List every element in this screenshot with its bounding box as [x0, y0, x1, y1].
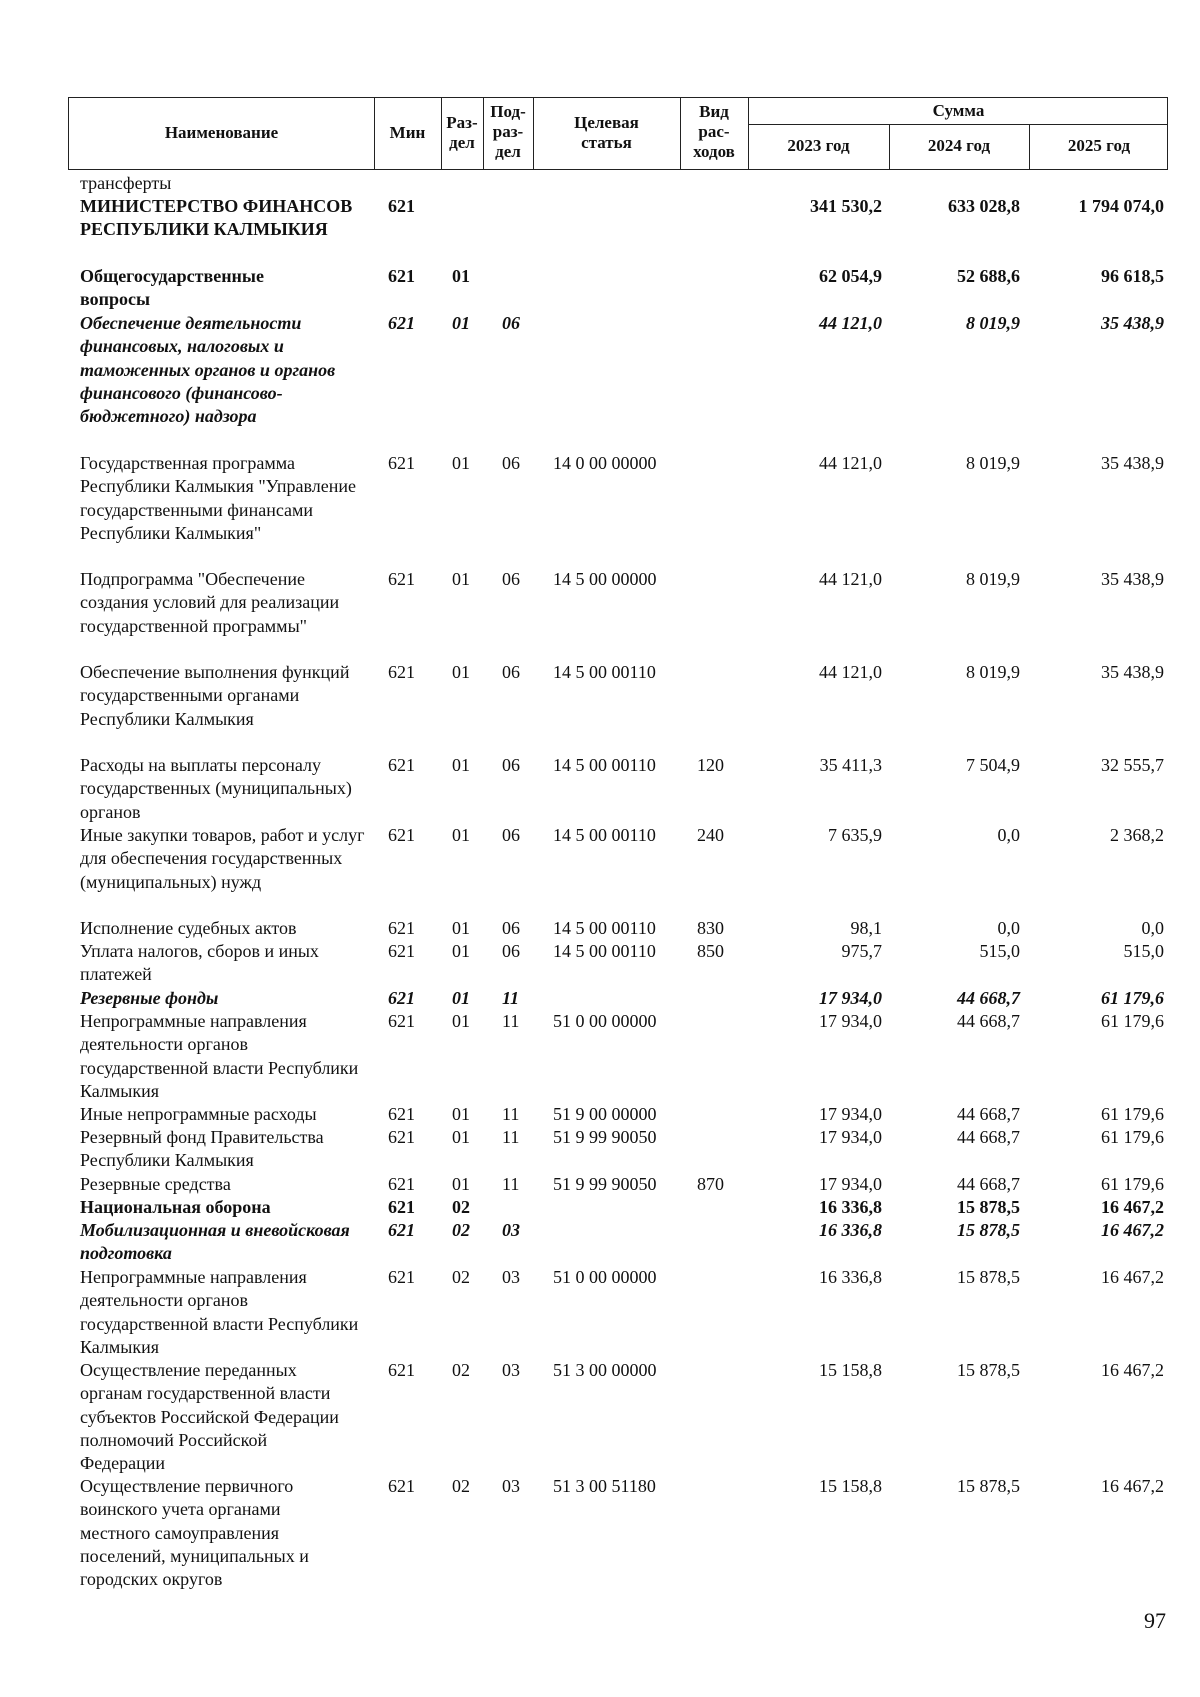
row-min: 621	[388, 755, 415, 775]
row-podrazdel: 06	[502, 662, 520, 682]
row-2025: 35 438,9	[1101, 569, 1164, 589]
row-name: Резервные средства	[80, 1174, 231, 1194]
row-min: 621	[388, 1267, 415, 1287]
row-2024: 44 668,7	[957, 988, 1020, 1008]
row-podrazdel: 06	[502, 941, 520, 961]
row-min: 621	[388, 1220, 415, 1240]
row-2024: 15 878,5	[957, 1197, 1020, 1217]
row-podrazdel: 03	[502, 1360, 520, 1380]
row-min: 621	[388, 1127, 415, 1147]
row-name: Иные непрограммные расходы	[80, 1104, 317, 1124]
row-podrazdel: 06	[502, 755, 520, 775]
row-celevaya: 51 0 00 00000	[553, 1267, 657, 1287]
row-2025: 0,0	[1141, 918, 1164, 938]
row-2025: 16 467,2	[1101, 1197, 1164, 1217]
row-name: Расходы на выплаты персоналу государственных (муниципальных) органов	[80, 755, 352, 822]
row-podrazdel: 03	[502, 1267, 520, 1287]
header-razdel: Раз- дел	[446, 113, 478, 152]
row-min: 621	[388, 918, 415, 938]
row-razdel: 01	[452, 266, 470, 286]
row-podrazdel: 06	[502, 569, 520, 589]
summa-divider	[748, 124, 1167, 125]
header-name: Наименование	[164, 123, 279, 142]
row-min: 621	[388, 825, 415, 845]
row-2024: 0,0	[997, 918, 1020, 938]
row-2025: 16 467,2	[1101, 1360, 1164, 1380]
row-celevaya: 51 9 00 00000	[553, 1104, 657, 1124]
row-min: 621	[388, 662, 415, 682]
row-razdel: 01	[452, 453, 470, 473]
row-2023: 17 934,0	[819, 1127, 882, 1147]
row-2024: 8 019,9	[966, 313, 1020, 333]
row-podrazdel: 06	[502, 825, 520, 845]
header-min: Мин	[389, 123, 426, 142]
header-podrazdel: Под- раз- дел	[490, 102, 526, 161]
row-min: 621	[388, 1174, 415, 1194]
row-2024: 44 668,7	[957, 1127, 1020, 1147]
row-vid: 120	[697, 755, 724, 775]
page-number: 97	[1144, 1608, 1166, 1633]
row-min: 621	[388, 1011, 415, 1031]
row-name: Обеспечение деятельности финансовых, налоговых и таможенных органов и органов финансового (финансово-бюджетного) надзора	[80, 313, 336, 427]
row-razdel: 01	[452, 755, 470, 775]
row-name: Государственная программа Республики Калмыкия "Управление государственными финансами Республики Калмыкия"	[80, 453, 356, 543]
row-celevaya: 14 5 00 00110	[553, 825, 656, 845]
row-podrazdel: 06	[502, 313, 520, 333]
row-name: Иные закупки товаров, работ и услуг для обеспечения государственных (муниципальных) нужд	[80, 825, 365, 892]
row-podrazdel: 11	[502, 988, 520, 1008]
row-2023: 16 336,8	[819, 1197, 882, 1217]
row-2023: 7 635,9	[828, 825, 882, 845]
row-razdel: 01	[452, 1127, 470, 1147]
row-podrazdel: 11	[502, 1174, 520, 1194]
row-min: 621	[388, 266, 415, 286]
row-razdel: 02	[452, 1220, 470, 1240]
table-header	[68, 97, 1168, 170]
row-2024: 15 878,5	[957, 1476, 1020, 1496]
row-razdel: 01	[452, 988, 470, 1008]
row-2024: 15 878,5	[957, 1360, 1020, 1380]
header-summa: Сумма	[932, 101, 985, 120]
header-2025: 2025 год	[1067, 136, 1131, 155]
row-2025: 35 438,9	[1101, 453, 1164, 473]
row-celevaya: 14 5 00 00110	[553, 755, 656, 775]
row-razdel: 02	[452, 1197, 470, 1217]
row-2023: 44 121,0	[819, 569, 882, 589]
row-razdel: 01	[452, 1011, 470, 1031]
row-2023: 44 121,0	[819, 313, 882, 333]
row-name: Подпрограмма "Обеспечение создания условий для реализации государственной программы"	[80, 569, 340, 636]
row-podrazdel: 11	[502, 1104, 520, 1124]
row-name: Резервные фонды	[80, 988, 219, 1008]
row-celevaya: 14 0 00 00000	[553, 453, 657, 473]
row-name: трансферты	[80, 173, 172, 193]
row-min: 621	[388, 453, 415, 473]
row-min: 621	[388, 941, 415, 961]
row-2023: 341 530,2	[810, 196, 882, 216]
row-name: Уплата налогов, сборов и иных платежей	[80, 941, 319, 985]
row-2024: 8 019,9	[966, 453, 1020, 473]
row-min: 621	[388, 1476, 415, 1496]
row-min: 621	[388, 1197, 415, 1217]
row-2025: 61 179,6	[1101, 1174, 1164, 1194]
row-vid: 850	[697, 941, 724, 961]
row-2024: 15 878,5	[957, 1267, 1020, 1287]
row-2023: 62 054,9	[819, 266, 882, 286]
row-razdel: 01	[452, 1104, 470, 1124]
row-2025: 515,0	[1123, 941, 1164, 961]
row-razdel: 02	[452, 1360, 470, 1380]
row-name: Непрограммные направления деятельности органов государственной власти Республики Калмыкия	[80, 1011, 359, 1101]
row-2025: 61 179,6	[1101, 988, 1164, 1008]
row-2025: 96 618,5	[1101, 266, 1164, 286]
row-name: Резервный фонд Правительства Республики Калмыкия	[80, 1127, 324, 1171]
row-celevaya: 14 5 00 00110	[553, 941, 656, 961]
row-2024: 7 504,9	[966, 755, 1020, 775]
row-name: Осуществление переданных органам государственной власти субъектов Российской Федерации полномочий Российской Федерации	[80, 1360, 339, 1474]
row-2023: 98,1	[850, 918, 882, 938]
row-name: Общегосударственные вопросы	[80, 266, 264, 310]
row-vid: 830	[697, 918, 724, 938]
row-podrazdel: 11	[502, 1127, 520, 1147]
row-2024: 515,0	[979, 941, 1020, 961]
row-2025: 32 555,7	[1101, 755, 1164, 775]
row-2023: 35 411,3	[819, 755, 882, 775]
row-razdel: 02	[452, 1267, 470, 1287]
row-podrazdel: 03	[502, 1220, 520, 1240]
row-2024: 52 688,6	[957, 266, 1020, 286]
row-razdel: 01	[452, 941, 470, 961]
row-2024: 8 019,9	[966, 662, 1020, 682]
row-vid: 240	[697, 825, 724, 845]
row-2023: 15 158,8	[819, 1476, 882, 1496]
row-2023: 44 121,0	[819, 453, 882, 473]
row-podrazdel: 06	[502, 918, 520, 938]
row-min: 621	[388, 569, 415, 589]
row-celevaya: 51 9 99 90050	[553, 1127, 657, 1147]
header-vid: Вид рас- ходов	[693, 102, 735, 161]
row-razdel: 02	[452, 1476, 470, 1496]
row-name: Национальная оборона	[80, 1197, 271, 1217]
row-2023: 17 934,0	[819, 1011, 882, 1031]
row-name: Непрограммные направления деятельности органов государственной власти Республики Калмыкия	[80, 1267, 359, 1357]
row-min: 621	[388, 1360, 415, 1380]
row-celevaya: 14 5 00 00110	[553, 662, 656, 682]
row-2023: 17 934,0	[819, 1104, 882, 1124]
header-2024: 2024 год	[927, 136, 991, 155]
row-razdel: 01	[452, 1174, 470, 1194]
row-2025: 35 438,9	[1101, 313, 1164, 333]
row-razdel: 01	[452, 825, 470, 845]
row-name: Осуществление первичного воинского учета органами местного самоуправления поселений, муниципальных и городских округов	[80, 1476, 309, 1590]
row-2025: 1 794 074,0	[1078, 196, 1164, 216]
row-2024: 44 668,7	[957, 1104, 1020, 1124]
row-name: МИНИСТЕРСТВО ФИНАНСОВ РЕСПУБЛИКИ КАЛМЫКИЯ	[80, 196, 353, 240]
row-2024: 44 668,7	[957, 1011, 1020, 1031]
row-2024: 8 019,9	[966, 569, 1020, 589]
row-2025: 61 179,6	[1101, 1011, 1164, 1031]
row-2023: 44 121,0	[819, 662, 882, 682]
row-2023: 17 934,0	[819, 988, 882, 1008]
row-2024: 44 668,7	[957, 1174, 1020, 1194]
row-2025: 2 368,2	[1110, 825, 1164, 845]
row-name: Исполнение судебных актов	[80, 918, 297, 938]
row-2025: 16 467,2	[1101, 1476, 1164, 1496]
row-2025: 35 438,9	[1101, 662, 1164, 682]
row-celevaya: 51 3 00 51180	[553, 1476, 656, 1496]
row-2025: 16 467,2	[1101, 1267, 1164, 1287]
row-2025: 61 179,6	[1101, 1104, 1164, 1124]
row-2025: 16 467,2	[1101, 1220, 1164, 1240]
row-2024: 15 878,5	[957, 1220, 1020, 1240]
row-vid: 870	[697, 1174, 724, 1194]
row-2023: 15 158,8	[819, 1360, 882, 1380]
row-podrazdel: 11	[502, 1011, 520, 1031]
row-min: 621	[388, 988, 415, 1008]
row-celevaya: 14 5 00 00000	[553, 569, 657, 589]
row-razdel: 01	[452, 918, 470, 938]
row-min: 621	[388, 1104, 415, 1124]
row-razdel: 01	[452, 662, 470, 682]
row-celevaya: 51 3 00 00000	[553, 1360, 657, 1380]
row-min: 621	[388, 196, 415, 216]
row-2024: 0,0	[997, 825, 1020, 845]
row-2023: 975,7	[841, 941, 882, 961]
row-2025: 61 179,6	[1101, 1127, 1164, 1147]
row-celevaya: 51 9 99 90050	[553, 1174, 657, 1194]
row-name: Обеспечение выполнения функций государственными органами Республики Калмыкия	[80, 662, 350, 729]
row-name: Мобилизационная и вневойсковая подготовка	[80, 1220, 350, 1264]
row-podrazdel: 06	[502, 453, 520, 473]
row-2023: 17 934,0	[819, 1174, 882, 1194]
row-2023: 16 336,8	[819, 1267, 882, 1287]
row-celevaya: 51 0 00 00000	[553, 1011, 657, 1031]
row-razdel: 01	[452, 313, 470, 333]
header-2023: 2023 год	[787, 136, 850, 155]
row-razdel: 01	[452, 569, 470, 589]
row-podrazdel: 03	[502, 1476, 520, 1496]
row-2024: 633 028,8	[948, 196, 1020, 216]
row-celevaya: 14 5 00 00110	[553, 918, 656, 938]
header-celevaya: Целевая статья	[574, 113, 639, 152]
row-2023: 16 336,8	[819, 1220, 882, 1240]
row-min: 621	[388, 313, 415, 333]
